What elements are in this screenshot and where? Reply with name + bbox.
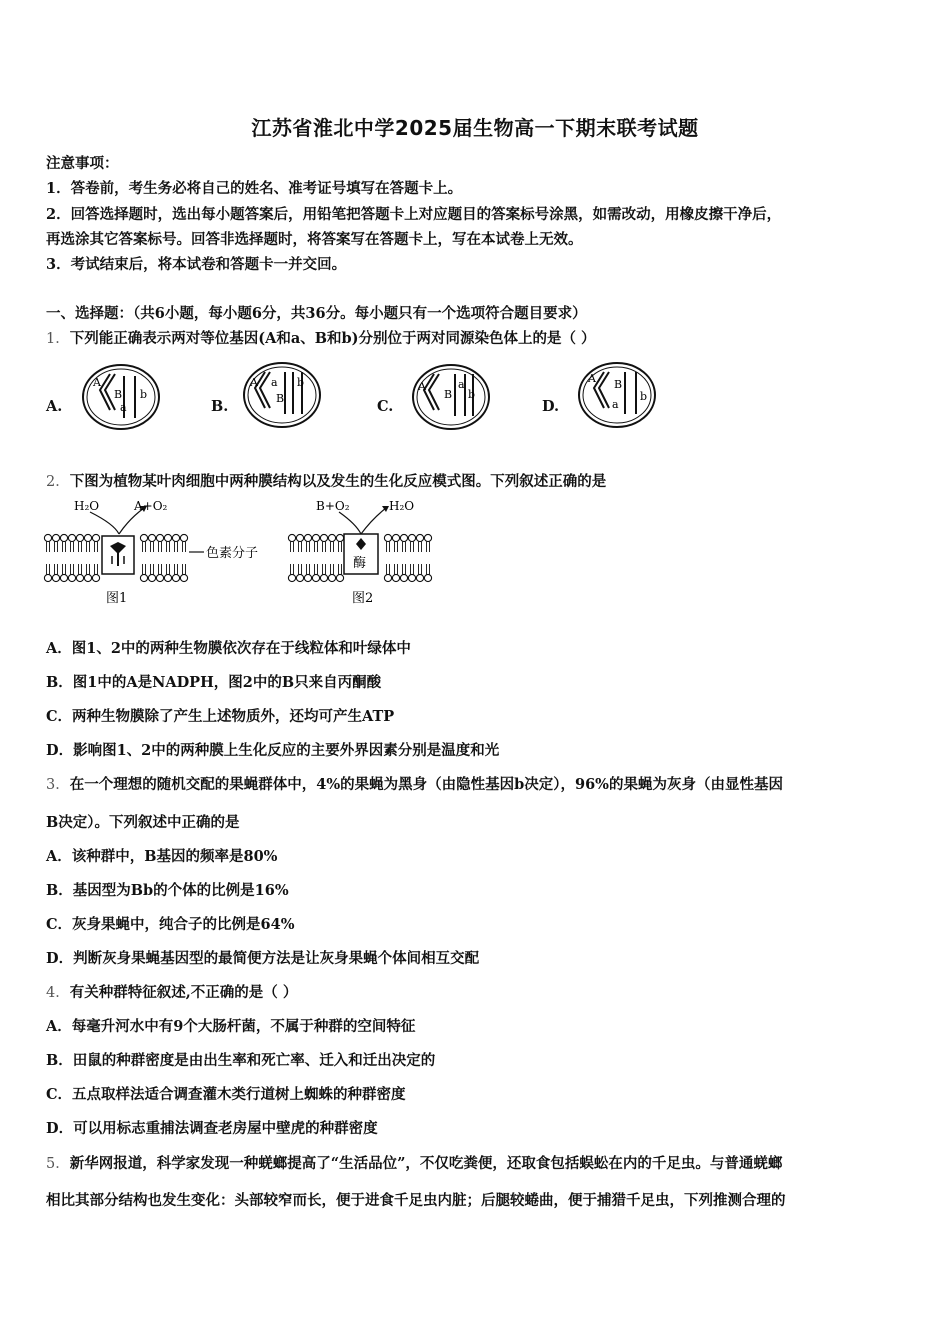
q2-option-a: A．图1、2中的两种生物膜依次存在于线粒体和叶绿体中: [46, 640, 411, 657]
lipid-tail: [175, 542, 178, 552]
lipid-tail: [395, 564, 398, 574]
lipid-head: [164, 534, 171, 541]
allele-label: a: [271, 376, 278, 389]
question-text: 新华网报道，科学家发现一种蜣螂提高了“生活品位”，不仅吃粪便，还取食包括蜈蚣在内的千足虫。与普通蜣螂: [69, 1155, 783, 1172]
lipid-tail: [331, 542, 334, 552]
lipid-head: [392, 534, 399, 541]
lipid-tail: [339, 542, 342, 552]
lipid-head: [416, 574, 423, 581]
allele-label: A: [418, 380, 426, 393]
lipid-head: [336, 534, 343, 541]
lipid-head: [400, 574, 407, 581]
lipid-head: [296, 574, 303, 581]
notice-item-1: 1．答卷前，考生务必将自己的姓名、准考证号填写在答题卡上。: [46, 180, 463, 197]
question-5-stem-cont: 相比其部分结构也发生变化：头部较窄而长，便于进食千足虫内脏；后腿较蜷曲，便于捕猎千足虫，下列推测合理的: [46, 1192, 786, 1209]
lipid-head: [52, 534, 59, 541]
lipid-tail: [183, 564, 186, 574]
question-2-stem: [46, 470, 606, 491]
lipid-head: [424, 574, 431, 581]
lipid-head: [328, 534, 335, 541]
figure-1-input-label: H₂O: [74, 499, 100, 513]
lipid-head: [312, 574, 319, 581]
lipid-head: [384, 534, 391, 541]
lipid-head: [44, 574, 51, 581]
lipid-head: [172, 534, 179, 541]
allele-label: b: [140, 388, 148, 401]
lipid-tail: [87, 542, 90, 552]
q1-cell-diagram-d: [576, 360, 660, 432]
lipid-tail: [315, 564, 318, 574]
lipid-head: [140, 534, 147, 541]
q3-option-d: D．判断灰身果蝇基因型的最简便方法是让灰身果蝇个体间相互交配: [46, 950, 480, 967]
q3-option-b: B．基因型为Bb的个体的比例是16%: [46, 882, 289, 899]
lipid-tail: [71, 564, 74, 574]
lipid-tail: [403, 564, 406, 574]
allele-label: b: [640, 390, 648, 403]
allele-label: B: [614, 378, 623, 391]
lipid-head: [288, 574, 295, 581]
figure-1-output-label: A+O₂: [134, 499, 168, 513]
q1-cell-diagram-a: [80, 362, 164, 434]
lipid-tail: [299, 564, 302, 574]
lipid-tail: [331, 564, 334, 574]
lipid-head: [384, 574, 391, 581]
pigment-label: 色素分子: [206, 546, 259, 561]
lipid-head: [392, 574, 399, 581]
notice-item-2: 2．回答选择题时，选出每小题答案后，用铅笔把答题卡上对应题目的答案标号涂黑，如需改动，用橡皮擦干净后，: [46, 206, 782, 223]
question-1-stem: [46, 327, 596, 348]
q4-option-b: B．田鼠的种群密度是由出生率和死亡率、迁入和迁出决定的: [46, 1052, 436, 1069]
lipid-head: [52, 574, 59, 581]
question-3-stem: [46, 773, 783, 794]
lipid-tail: [315, 542, 318, 552]
allele-label: B: [444, 388, 453, 401]
section-heading: 一、选择题：（共6小题，每小题6分，共36分。每小题只有一个选项符合题目要求）: [46, 305, 587, 322]
q4-option-c: C．五点取样法适合调查灌木类行道树上蜘蛛的种群密度: [46, 1086, 406, 1103]
input-arrow: [339, 512, 361, 534]
lipid-head: [408, 534, 415, 541]
lipid-tail: [323, 542, 326, 552]
lipid-tail: [419, 542, 422, 552]
lipid-head: [92, 534, 99, 541]
lipid-head: [156, 574, 163, 581]
allele-label: B: [276, 392, 285, 405]
q2-option-d: D．影响图1、2中的两种膜上生化反应的主要外界因素分别是温度和光: [46, 742, 500, 759]
lipid-tail: [151, 542, 154, 552]
lipid-head: [92, 574, 99, 581]
lipid-head: [172, 574, 179, 581]
lipid-head: [60, 534, 67, 541]
lipid-head: [68, 574, 75, 581]
lipid-head: [76, 574, 83, 581]
lipid-tail: [299, 542, 302, 552]
notice-item-2-cont: 再选涂其它答案标号。回答非选择题时，将答案写在答题卡上，写在本试卷上无效。: [46, 231, 583, 248]
lipid-tail: [95, 542, 98, 552]
allele-label: A: [93, 376, 101, 389]
question-number: 5．: [46, 1156, 70, 1172]
lipid-tail: [63, 542, 66, 552]
lipid-head: [304, 534, 311, 541]
lipid-head: [60, 574, 67, 581]
lipid-tail: [291, 542, 294, 552]
lipid-tail: [79, 564, 82, 574]
figure-2-label: 图2: [352, 591, 374, 606]
lipid-tail: [151, 564, 154, 574]
lipid-head: [148, 534, 155, 541]
notice-heading: 注意事项：: [46, 155, 119, 172]
lipid-head: [312, 534, 319, 541]
q2-option-b: B．图1中的A是NADPH，图2中的B只来自丙酮酸: [46, 674, 382, 691]
lipid-tail: [307, 542, 310, 552]
q1-cell-diagram-c: [410, 362, 494, 434]
q4-option-a: A．每毫升河水中有9个大肠杆菌，不属于种群的空间特征: [46, 1018, 416, 1035]
q2-option-c: C．两种生物膜除了产生上述物质外，还均可产生ATP: [46, 708, 395, 725]
lipid-tail: [403, 542, 406, 552]
question-number: 3．: [46, 777, 70, 793]
lipid-tail: [411, 542, 414, 552]
page-title: 江苏省淮北中学2025届生物高一下期末联考试题: [251, 116, 699, 140]
q1-option-a-label: A.: [46, 398, 63, 415]
q3-option-c: C．灰身果蝇中，纯合子的比例是64%: [46, 916, 295, 933]
lipid-tail: [143, 542, 146, 552]
question-text: 在一个理想的随机交配的果蝇群体中，4%的果蝇为黑身（由隐性基因b决定），96%的果蝇为灰身（由显性基因: [69, 776, 783, 793]
lipid-head: [288, 534, 295, 541]
allele-label: b: [468, 388, 476, 401]
lipid-tail: [167, 542, 170, 552]
lipid-tail: [175, 564, 178, 574]
question-text: 下图为植物某叶肉细胞中两种膜结构以及发生的生化反应模式图。下列叙述正确的是: [69, 473, 607, 490]
question-text: 下列能正确表示两对等位基因(A和a、B和b)分别位于两对同源染色体上的是（ ）: [69, 330, 596, 347]
lipid-head: [180, 534, 187, 541]
lipid-tail: [159, 542, 162, 552]
question-number: 4．: [46, 985, 70, 1001]
lipid-tail: [427, 542, 430, 552]
question-number: 2．: [46, 474, 70, 490]
question-number: 1．: [46, 331, 70, 347]
question-text: 有关种群特征叙述,不正确的是（ ）: [69, 984, 298, 1001]
question-4-stem: [46, 981, 297, 1002]
lipid-tail: [167, 564, 170, 574]
q2-membrane-figure: [44, 494, 444, 606]
allele-label: B: [114, 388, 123, 401]
lipid-head: [416, 534, 423, 541]
lipid-tail: [95, 564, 98, 574]
lipid-head: [76, 534, 83, 541]
lipid-tail: [291, 564, 294, 574]
lipid-tail: [55, 542, 58, 552]
lipid-tail: [159, 564, 162, 574]
lipid-tail: [307, 564, 310, 574]
allele-label: A: [250, 376, 258, 389]
lipid-head: [336, 574, 343, 581]
lipid-head: [328, 574, 335, 581]
lipid-head: [320, 534, 327, 541]
q1-option-c-label: C.: [377, 398, 394, 415]
lipid-tail: [395, 542, 398, 552]
allele-label: b: [297, 376, 305, 389]
notice-item-3: 3．考试结束后，将本试卷和答题卡一并交回。: [46, 256, 347, 273]
lipid-head: [320, 574, 327, 581]
lipid-head: [68, 534, 75, 541]
figure-2-input-label: B+O₂: [316, 499, 350, 513]
q4-option-d: D．可以用标志重捕法调查老房屋中壁虎的种群密度: [46, 1120, 378, 1137]
lipid-head: [408, 574, 415, 581]
lipid-tail: [63, 564, 66, 574]
lipid-tail: [411, 564, 414, 574]
lipid-head: [44, 534, 51, 541]
q1-option-d-label: D.: [542, 398, 560, 415]
question-5-stem: [46, 1152, 782, 1173]
figure-2-output-label: H₂O: [389, 499, 415, 513]
lipid-tail: [55, 564, 58, 574]
input-arrow: [90, 512, 119, 534]
figure-1-label: 图1: [106, 591, 128, 606]
lipid-head: [296, 534, 303, 541]
lipid-head: [156, 534, 163, 541]
lipid-tail: [323, 564, 326, 574]
lipid-head: [400, 534, 407, 541]
lipid-tail: [47, 542, 50, 552]
lipid-tail: [47, 564, 50, 574]
lipid-tail: [143, 564, 146, 574]
lipid-head: [84, 574, 91, 581]
lipid-head: [148, 574, 155, 581]
lipid-tail: [387, 542, 390, 552]
allele-label: a: [120, 401, 127, 414]
q1-option-b-label: B.: [211, 398, 229, 415]
allele-label: a: [612, 398, 619, 411]
lipid-head: [140, 574, 147, 581]
enzyme-label: 酶: [353, 556, 367, 571]
output-arrow: [361, 508, 386, 534]
lipid-tail: [87, 564, 90, 574]
lipid-head: [164, 574, 171, 581]
lipid-tail: [339, 564, 342, 574]
q1-cell-diagram-b: [241, 360, 325, 432]
question-3-stem-cont: B决定）。下列叙述中正确的是: [46, 814, 240, 831]
lipid-head: [424, 534, 431, 541]
lipid-tail: [427, 564, 430, 574]
allele-label: A: [588, 372, 596, 385]
lipid-head: [304, 574, 311, 581]
allele-label: a: [458, 378, 465, 391]
q3-option-a: A．该种群中，B基因的频率是80%: [46, 848, 278, 865]
lipid-tail: [419, 564, 422, 574]
lipid-tail: [79, 542, 82, 552]
lipid-head: [84, 534, 91, 541]
lipid-tail: [71, 542, 74, 552]
lipid-tail: [387, 564, 390, 574]
lipid-tail: [183, 542, 186, 552]
lipid-head: [180, 574, 187, 581]
